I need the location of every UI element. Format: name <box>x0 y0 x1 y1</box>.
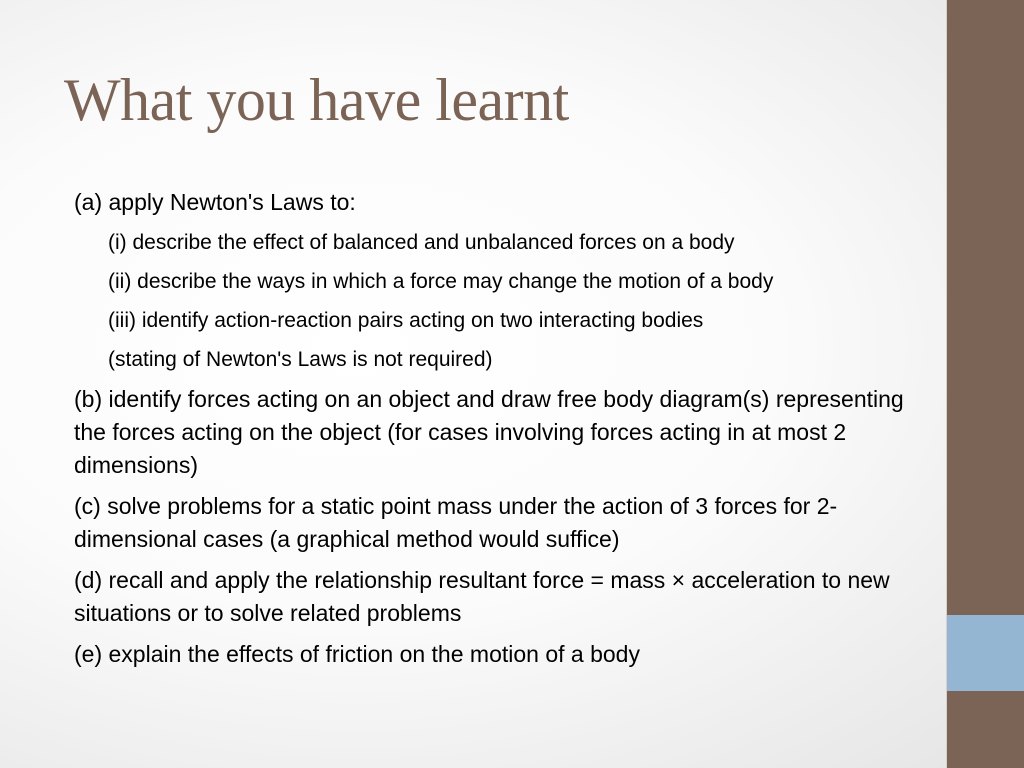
outcome-a-iii: (iii) identify action-reaction pairs acting on two interacting bodies <box>108 309 704 332</box>
decorative-sidebar-accent <box>947 615 1024 691</box>
outcome-a-i: (i) describe the effect of balanced and unbalanced forces on a body <box>108 231 735 254</box>
slide-title: What you have learnt <box>64 67 569 133</box>
outcome-c: (c) solve problems for a static point mass under the action of 3 forces for 2-dimensional cases (a graphical method would suffice) <box>74 493 838 552</box>
outcome-a: (a) apply Newton's Laws to: <box>74 189 356 215</box>
outcome-d: (d) recall and apply the relationship resultant force = mass × acceleration to new situations or to solve related problems <box>74 567 890 626</box>
outcome-b: (b) identify forces acting on an object and draw free body diagram(s) representing the forces acting on the object (for cases involving forces acting in at most 2 dimensions) <box>74 386 904 478</box>
learning-outcomes-list <box>74 186 914 679</box>
outcome-a-note: (stating of Newton's Laws is not required) <box>108 348 493 371</box>
outcome-e: (e) explain the effects of friction on the motion of a body <box>74 641 640 667</box>
outcome-a-ii: (ii) describe the ways in which a force may change the motion of a body <box>108 270 774 293</box>
